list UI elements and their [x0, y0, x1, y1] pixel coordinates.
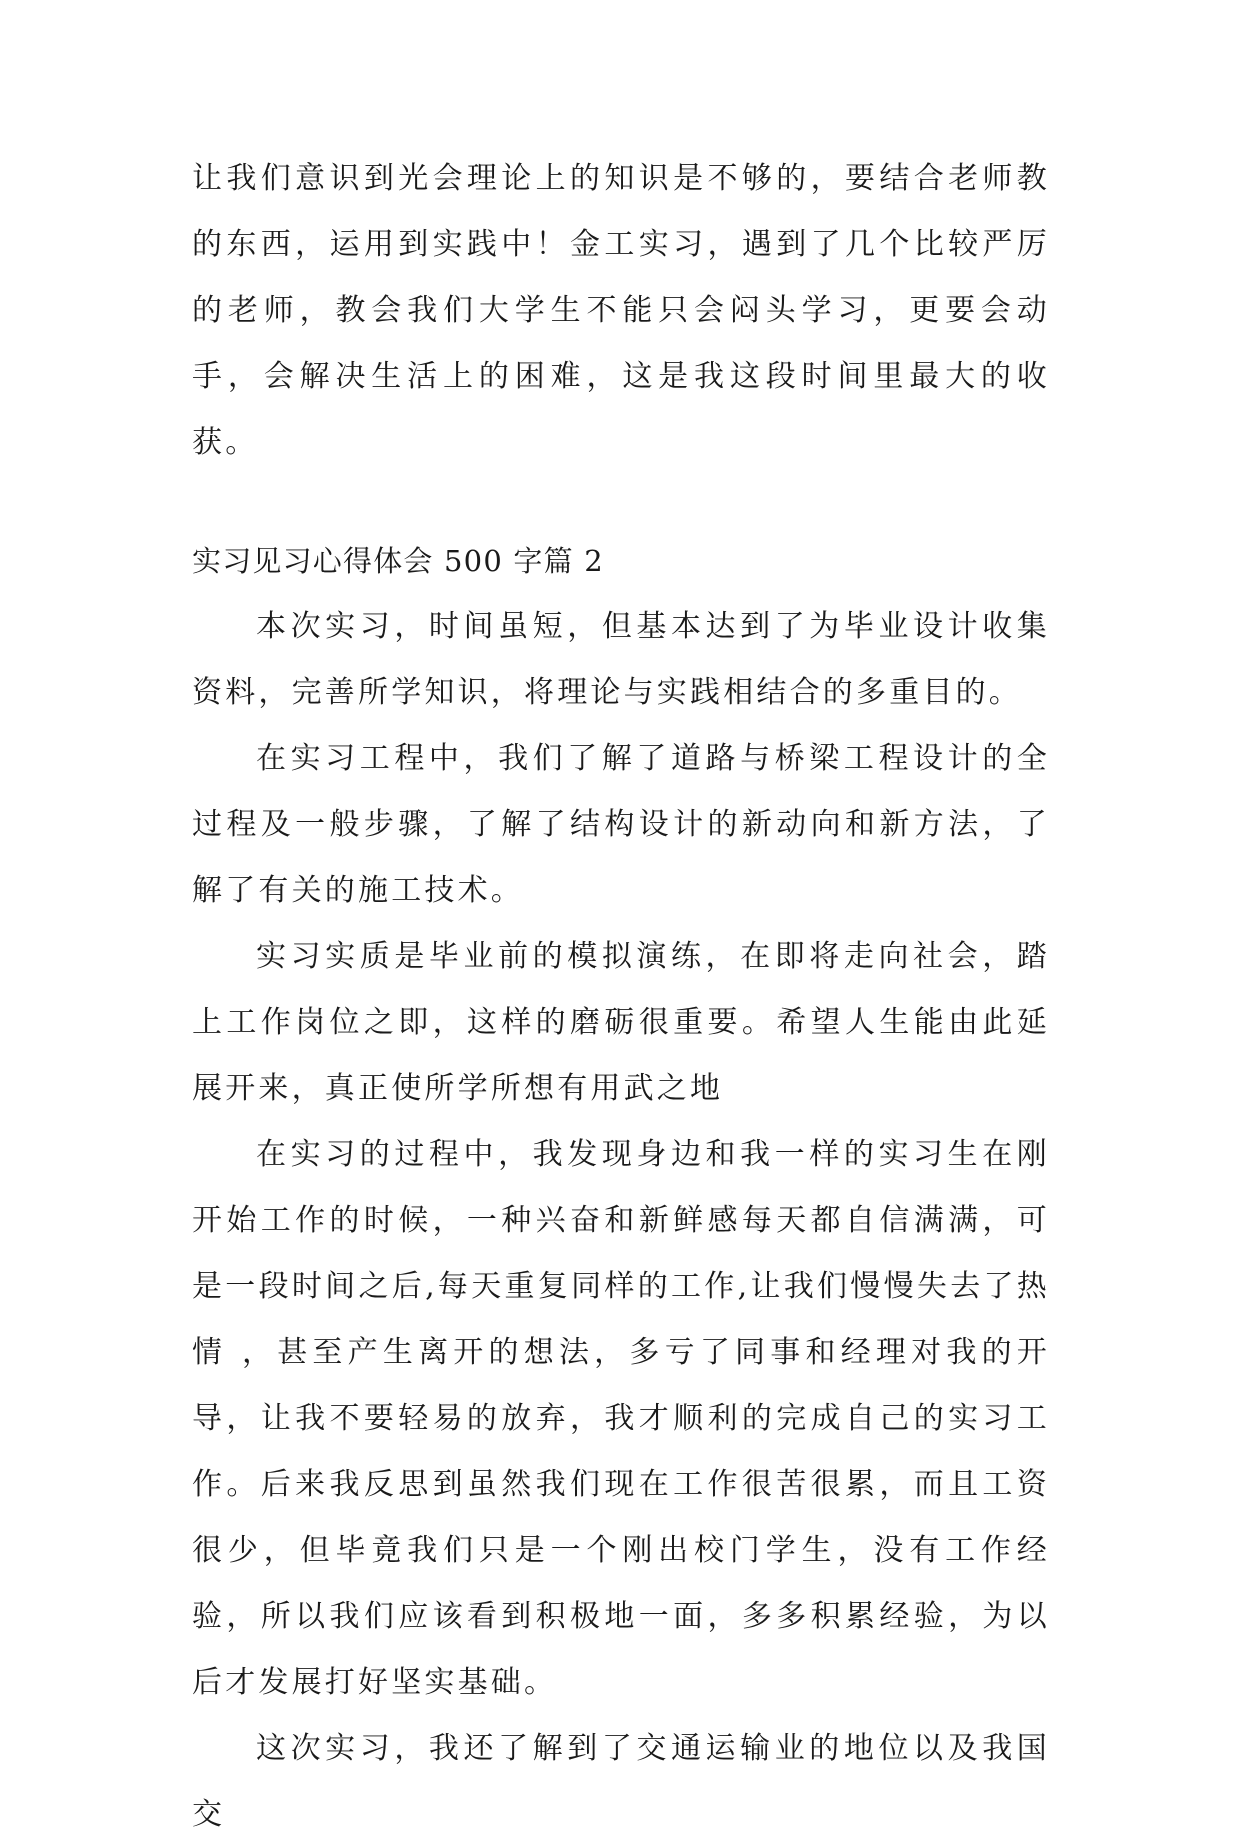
body-paragraph-4: 在实习的过程中，我发现身边和我一样的实习生在刚开始工作的时候，一种兴奋和新鲜感每天都自信满满，可是一段时间之后,每天重复同样的工作,让我们慢慢失去了热情 ，甚至产生离开的想法，多亏了同事和经理对我的开导，让我不要轻易的放弃，我才顺利的完成自己的实习工作。后来我反思到虽然我们现在工作很苦很累，而且工资很少，但毕竟我们只是一个刚出校门学生，没有工作经验，所以我们应该看到积极地一面，多多积累经验，为以后才发展打好坚实基础。	[192, 1137, 1050, 1700]
lead-paragraph: 让我们意识到光会理论上的知识是不够的，要结合老师教的东西，运用到实践中！金工实习，遇到了几个比较严厉的老师，教会我们大学生不能只会闷头学习，更要会动手，会解决生活上的困难，这是我这段时间里最大的收获。	[192, 161, 1050, 460]
document-page	[192, 146, 1050, 1848]
body-paragraph-2: 在实习工程中，我们了解了道路与桥梁工程设计的全过程及一般步骤，了解了结构设计的新动向和新方法，了解了有关的施工技术。	[192, 741, 1050, 908]
body-paragraph-3: 实习实质是毕业前的模拟演练，在即将走向社会，踏上工作岗位之即，这样的磨砺很重要。希望人生能由此延展开来，真正使所学所想有用武之地	[192, 939, 1050, 1106]
body-paragraph-1: 本次实习，时间虽短，但基本达到了为毕业设计收集资料，完善所学知识，将理论与实践相结合的多重目的。	[192, 609, 1050, 710]
section-heading: 实习见习心得体会 500 字篇 2	[192, 544, 604, 578]
body-paragraph-5: 这次实习，我还了解到了交通运输业的地位以及我国交	[192, 1731, 1050, 1832]
